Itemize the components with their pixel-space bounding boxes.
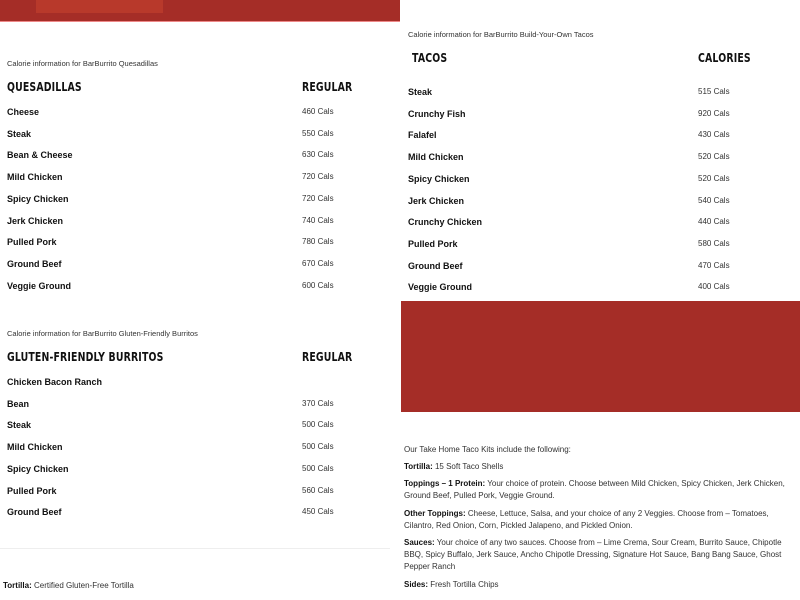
item-name: Steak (7, 128, 32, 139)
table-row (408, 261, 798, 273)
item-name: Ground Beef (408, 260, 463, 271)
gluten-col-header: REGULAR (302, 350, 353, 364)
item-calories: 630 Cals (302, 150, 334, 160)
table-row (7, 194, 397, 206)
item-calories: 540 Cals (698, 195, 730, 205)
item-name: Pulled Pork (408, 238, 458, 249)
item-calories: 500 Cals (302, 463, 334, 473)
item-name: Crunchy Fish (408, 108, 466, 119)
item-name: Spicy Chicken (7, 193, 69, 204)
item-calories: 520 Cals (698, 173, 730, 183)
item-calories: 740 Cals (302, 215, 334, 225)
kit-item (404, 478, 794, 502)
item-name: Veggie Ground (408, 282, 473, 293)
item-name: Steak (408, 87, 433, 97)
item-calories: 720 Cals (302, 172, 334, 182)
table-row (7, 216, 397, 228)
item-calories: 430 Cals (698, 130, 730, 140)
item-name: Mild Chicken (408, 152, 464, 163)
tacos-col-header: CALORIES (698, 51, 751, 65)
table-row (7, 464, 397, 476)
item-calories: 670 Cals (302, 258, 334, 268)
kit-item-label: Toppings – 1 Protein: (404, 479, 486, 488)
gluten-table (7, 377, 397, 527)
item-calories: 780 Cals (302, 237, 334, 247)
kit-intro: Our Take Home Taco Kits include the following: (404, 445, 571, 454)
item-name: Crunchy Chicken (408, 217, 483, 228)
item-name: Chicken Bacon Ranch (7, 377, 103, 387)
table-row (7, 237, 397, 249)
item-name: Ground Beef (7, 258, 62, 269)
item-calories: 500 Cals (302, 420, 334, 430)
item-calories: 470 Cals (698, 260, 730, 270)
table-row (7, 281, 397, 293)
table-row (7, 107, 397, 119)
promo-banner (401, 301, 800, 412)
item-calories: 550 Cals (302, 128, 334, 138)
table-row (408, 282, 798, 294)
table-row (7, 377, 397, 389)
kit-item-label: Tortilla: (404, 462, 433, 471)
kit-item (404, 508, 794, 532)
table-row (408, 239, 798, 251)
item-name: Jerk Chicken (7, 215, 64, 226)
table-row (408, 109, 798, 121)
item-calories: 400 Cals (698, 282, 730, 292)
table-row (408, 152, 798, 164)
table-row (7, 259, 397, 271)
item-name: Veggie Ground (7, 280, 72, 291)
kit-item-text: Your choice of any two sauces. Choose from – Lime Crema, Sour Cream, Burrito Sauce, Chipotle BBQ, Spicy Buffalo, Jerk Sauce, Ancho Chipotle Dressing, Signature Hot Sauce, Bang Bang Sauce, Ghost Pepper Ranch (404, 538, 782, 571)
item-calories: 460 Cals (302, 107, 334, 116)
item-name: Ground Beef (7, 507, 62, 518)
item-name: Mild Chicken (7, 172, 63, 183)
kit-item (404, 537, 794, 573)
table-row (7, 420, 397, 432)
quesadillas-caption: Calorie information for BarBurrito Quesadillas (7, 59, 158, 68)
tortilla-text: Certified Gluten-Free Tortilla (31, 581, 134, 590)
item-name: Spicy Chicken (7, 463, 69, 474)
header-button[interactable] (36, 0, 163, 13)
item-name: Bean & Cheese (7, 150, 73, 161)
item-name: Jerk Chicken (408, 195, 465, 206)
item-calories: 920 Cals (698, 108, 730, 118)
item-calories: 560 Cals (302, 485, 334, 495)
item-calories: 500 Cals (302, 442, 334, 452)
table-row (7, 129, 397, 141)
tacos-caption: Calorie information for BarBurrito Build-Your-Own Tacos (408, 30, 594, 39)
kit-item-text: 15 Soft Taco Shells (432, 462, 504, 471)
tacos-heading: TACOS (412, 51, 448, 65)
item-name: Steak (7, 420, 32, 431)
item-calories: 515 Cals (698, 87, 730, 96)
item-name: Pulled Pork (7, 237, 57, 248)
table-row (7, 442, 397, 454)
table-row (408, 174, 798, 186)
quesadillas-col-header: REGULAR (302, 80, 353, 94)
gluten-tortilla-note (3, 580, 393, 592)
kit-item (404, 461, 794, 473)
item-calories: 720 Cals (302, 193, 334, 203)
quesadillas-table (7, 107, 397, 297)
table-row (408, 87, 798, 99)
table-row (7, 507, 397, 519)
kit-item-text: Fresh Tortilla Chips (428, 580, 499, 589)
item-calories: 370 Cals (302, 398, 334, 408)
table-row (408, 217, 798, 229)
kit-item-label: Sauces: (404, 538, 435, 547)
item-calories: 450 Cals (302, 507, 334, 517)
table-row (7, 172, 397, 184)
divider (0, 548, 390, 549)
tortilla-label: Tortilla: (3, 581, 32, 590)
item-calories: 440 Cals (698, 217, 730, 227)
tacos-table (408, 87, 798, 297)
item-name: Cheese (7, 107, 40, 117)
kit-item (404, 579, 794, 591)
table-row (408, 196, 798, 208)
table-row (7, 486, 397, 498)
quesadillas-heading: QUESADILLAS (7, 80, 82, 94)
kit-item-label: Other Toppings: (404, 509, 466, 518)
table-row (408, 130, 798, 142)
kit-item-label: Sides: (404, 580, 429, 589)
table-row (7, 399, 397, 411)
item-name: Mild Chicken (7, 442, 63, 453)
item-name: Falafel (408, 130, 437, 141)
gluten-caption: Calorie information for BarBurrito Gluten-Friendly Burritos (7, 329, 198, 338)
gluten-heading: GLUTEN-FRIENDLY BURRITOS (7, 350, 164, 364)
item-calories: 580 Cals (698, 238, 730, 248)
item-name: Bean (7, 398, 30, 409)
item-name: Pulled Pork (7, 485, 57, 496)
item-name: Spicy Chicken (408, 173, 470, 184)
kit-item-text: Your choice of protein. Choose between Mild Chicken, Spicy Chicken, Jerk Chicken, Ground Beef, Pulled Pork, Veggie Ground. (404, 479, 785, 500)
item-calories: 520 Cals (698, 152, 730, 162)
table-row (7, 150, 397, 162)
item-calories: 600 Cals (302, 280, 334, 290)
kit-item-text: Cheese, Lettuce, Salsa, and your choice of any 2 Veggies. Choose from – Tomatoes, Cilantro, Red Onion, Corn, Pickled Jalapeno, and Pickled Onion. (404, 509, 769, 530)
